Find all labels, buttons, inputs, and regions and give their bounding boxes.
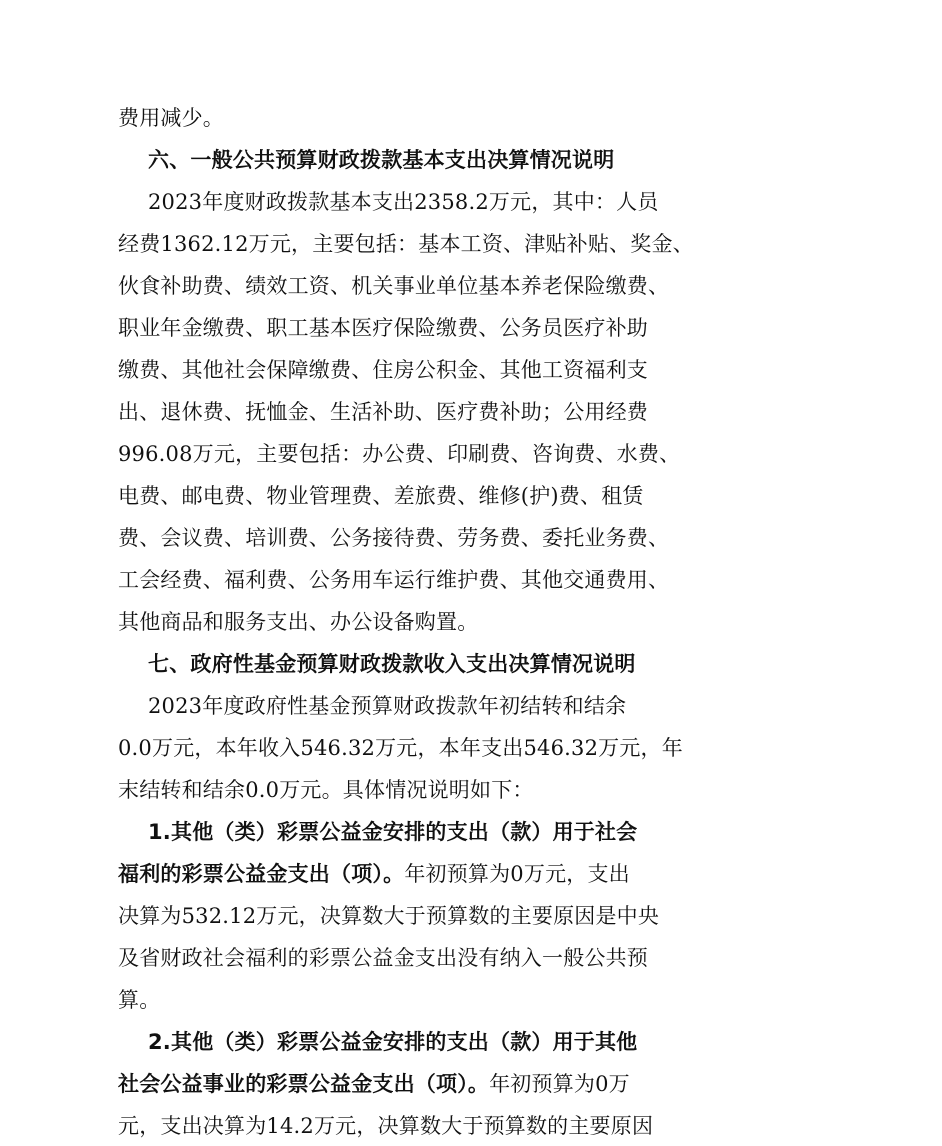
item-2-title: 2.其他（类）彩票公益金安排的支出（款）用于其他 xyxy=(148,1030,638,1054)
item-2-title-cont: 社会公益事业的彩票公益金支出（项）。 xyxy=(118,1072,490,1096)
paragraph-line: 其他商品和服务支出、办公设备购置。 xyxy=(118,610,479,634)
paragraph-line: 伙食补助费、绩效工资、机关事业单位基本养老保险缴费、 xyxy=(118,274,670,298)
item-1-text: 年初预算为0万元，支出 xyxy=(404,862,630,886)
paragraph-line: 0.0万元，本年收入546.32万元，本年支出546.32万元，年 xyxy=(118,736,683,760)
item-2-line xyxy=(0,1064,912,1104)
paragraph-line: 996.08万元，主要包括：办公费、印刷费、咨询费、水费、 xyxy=(118,442,681,466)
item-2-text: 年初预算为0万 xyxy=(489,1072,630,1096)
paragraph-line: 算。 xyxy=(118,988,161,1012)
paragraph-line: 工会经费、福利费、公务用车运行维护费、其他交通费用、 xyxy=(118,568,670,592)
paragraph-line: 缴费、其他社会保障缴费、住房公积金、其他工资福利支 xyxy=(118,358,648,382)
item-1-title: 1.其他（类）彩票公益金安排的支出（款）用于社会 xyxy=(148,820,638,844)
paragraph-line: 经费1362.12万元，主要包括：基本工资、津贴补贴、奖金、 xyxy=(118,232,694,256)
paragraph-line: 职业年金缴费、职工基本医疗保险缴费、公务员医疗补助 xyxy=(118,316,648,340)
item-1-title-cont: 福利的彩票公益金支出（项）。 xyxy=(118,862,405,886)
paragraph-line: 2023年度财政拨款基本支出2358.2万元，其中：人员 xyxy=(148,190,659,214)
section-heading-7: 七、政府性基金预算财政拨款收入支出决算情况说明 xyxy=(148,652,636,676)
paragraph-line: 2023年度政府性基金预算财政拨款年初结转和结余 xyxy=(148,694,627,718)
section-heading-6: 六、一般公共预算财政拨款基本支出决算情况说明 xyxy=(148,148,615,172)
paragraph-line: 及省财政社会福利的彩票公益金支出没有纳入一般公共预 xyxy=(118,946,648,970)
paragraph-line: 末结转和结余0.0万元。具体情况说明如下： xyxy=(118,778,534,802)
paragraph-line: 费用减少。 xyxy=(118,106,224,130)
paragraph-line: 电费、邮电费、物业管理费、差旅费、维修(护)费、租赁 xyxy=(118,484,644,508)
paragraph-line: 元，支出决算为14.2万元，决算数大于预算数的主要原因 xyxy=(118,1114,654,1138)
paragraph-line: 出、退休费、抚恤金、生活补助、医疗费补助；公用经费 xyxy=(118,400,648,424)
item-1-line xyxy=(0,854,912,894)
paragraph-line: 决算为532.12万元，决算数大于预算数的主要原因是中央 xyxy=(118,904,660,928)
paragraph-line: 费、会议费、培训费、公务接待费、劳务费、委托业务费、 xyxy=(118,526,670,550)
